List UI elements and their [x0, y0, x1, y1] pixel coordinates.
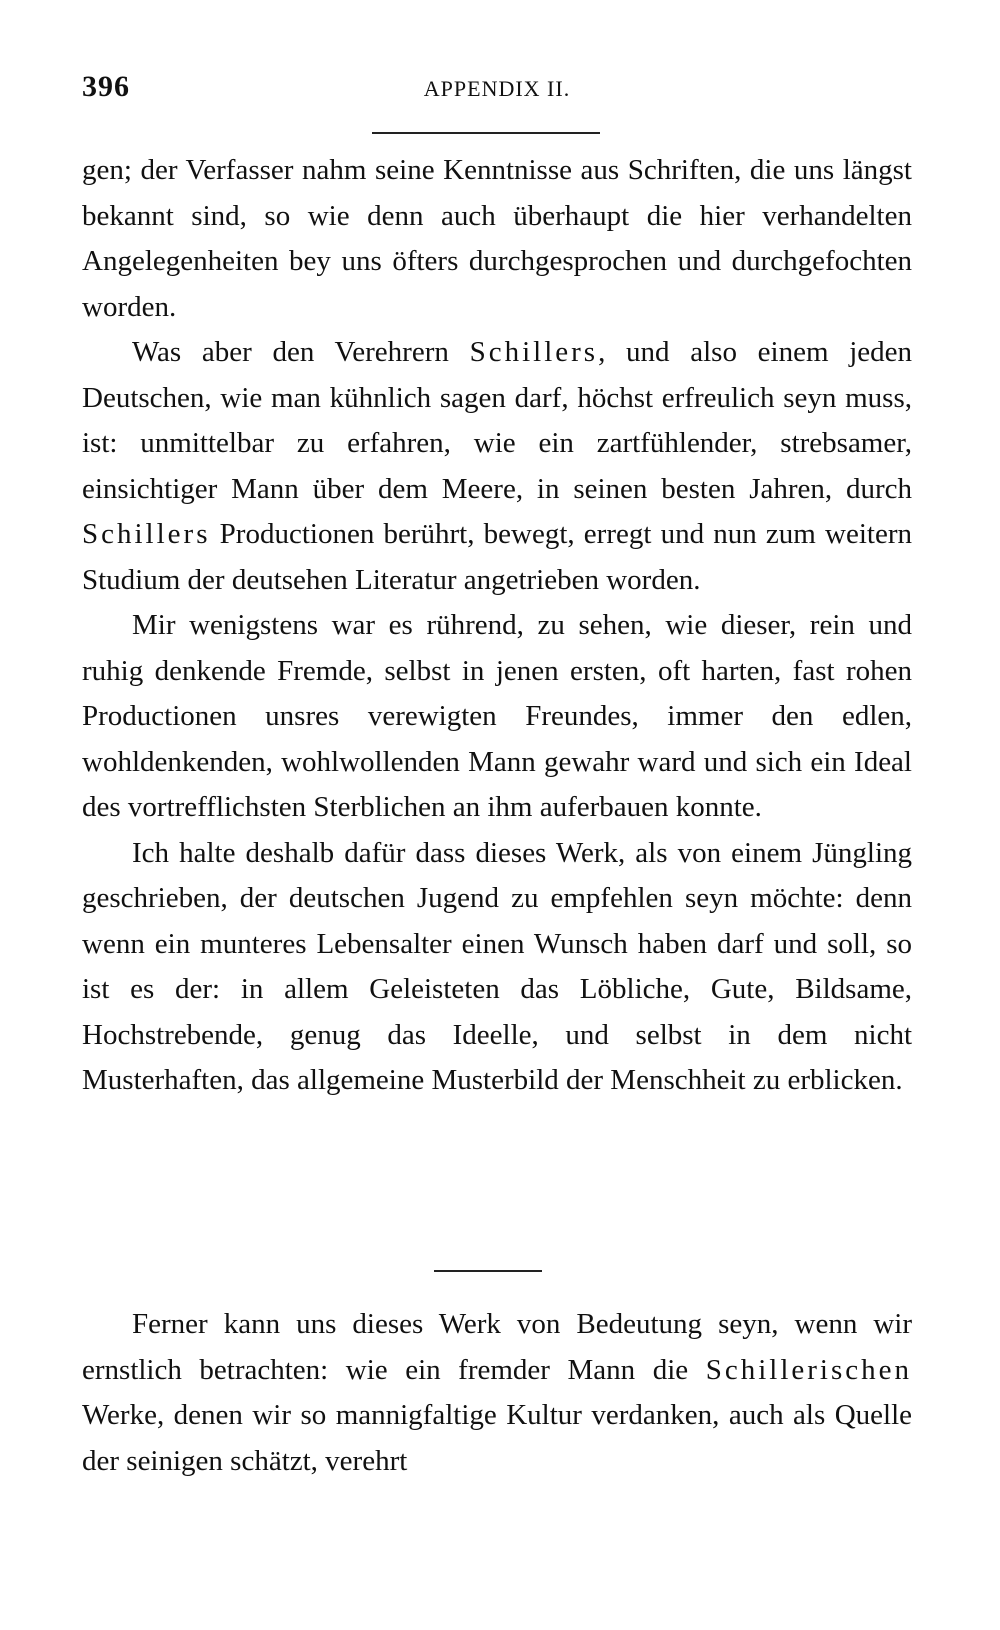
paragraph-2-name-2: Schillers [82, 518, 211, 550]
running-head: APPENDIX II. [423, 76, 571, 101]
section-divider-rule [434, 1270, 542, 1272]
page-header [82, 70, 912, 110]
page-number: 396 [82, 70, 130, 103]
paragraph-2-part-a: Was aber den Verehrern [132, 336, 470, 368]
paragraph-2-part-c: Productionen berührt, bewegt, erregt und nun zum weitern Studium der deutsehen Literatur angetrieben worden. [82, 518, 912, 596]
paragraph-3: Mir wenigstens war es rührend, zu sehen, wie dieser, rein und ruhig denkende Fremde, selbst in jenen ersten, oft harten, fast rohen Productionen unsres verewigten Freundes, immer den edlen, wohldenkenden, wohlwollenden Mann gewahr ward und sich ein Ideal des vortrefflichsten Sterblichen an ihm auferbauen konnte. [82, 609, 912, 823]
section-one [82, 148, 912, 1104]
paragraph-2 [82, 330, 912, 603]
paragraph-5 [82, 1302, 912, 1484]
paragraph-4: Ich halte deshalb dafür dass dieses Werk, als von einem Jüngling geschrieben, der deutschen Jugend zu empfehlen seyn möchte: denn wenn ein munteres Lebensalter einen Wunsch haben darf und soll, so ist es der: in allem Geleisteten das Löbliche, Gute, Bildsame, Hochstrebende, genug das Ideelle, und selbst in dem nicht Musterhaften, das allgemeine Musterbild der Menschheit zu erblicken. [82, 836, 912, 1096]
paragraph-5-part-b: Werke, denen wir so mannigfaltige Kultur verdanken, auch als Quelle der seinigen schätzt, verehrt [82, 1399, 912, 1477]
section-two [82, 1302, 912, 1484]
header-rule [372, 132, 600, 134]
paragraph-5-name: Schillerischen [705, 1353, 912, 1386]
paragraph-1: gen; der Verfasser nahm seine Kenntnisse aus Schriften, die uns längst bekannt sind, so wie denn auch überhaupt die hier verhandelten Angelegenheiten bey uns öfters durchgesprochen und durchgefochten worden. [82, 154, 912, 323]
paragraph-2-part-b: , und also einem jeden Deutschen, wie man kühnlich sagen darf, höchst erfreulich seyn muss, ist: unmittelbar zu erfahren, wie ein zartfühlender, strebsamer, einsichtiger Mann über dem Meere, in seinen besten Jahren, durch [82, 336, 912, 505]
paragraph-5-part-a: Ferner kann uns dieses Werk von Bedeutung seyn, wenn wir ernstlich betrachten: wie ein fremder Mann die [82, 1308, 912, 1386]
paragraph-2-name-1: Schillers [469, 336, 599, 368]
